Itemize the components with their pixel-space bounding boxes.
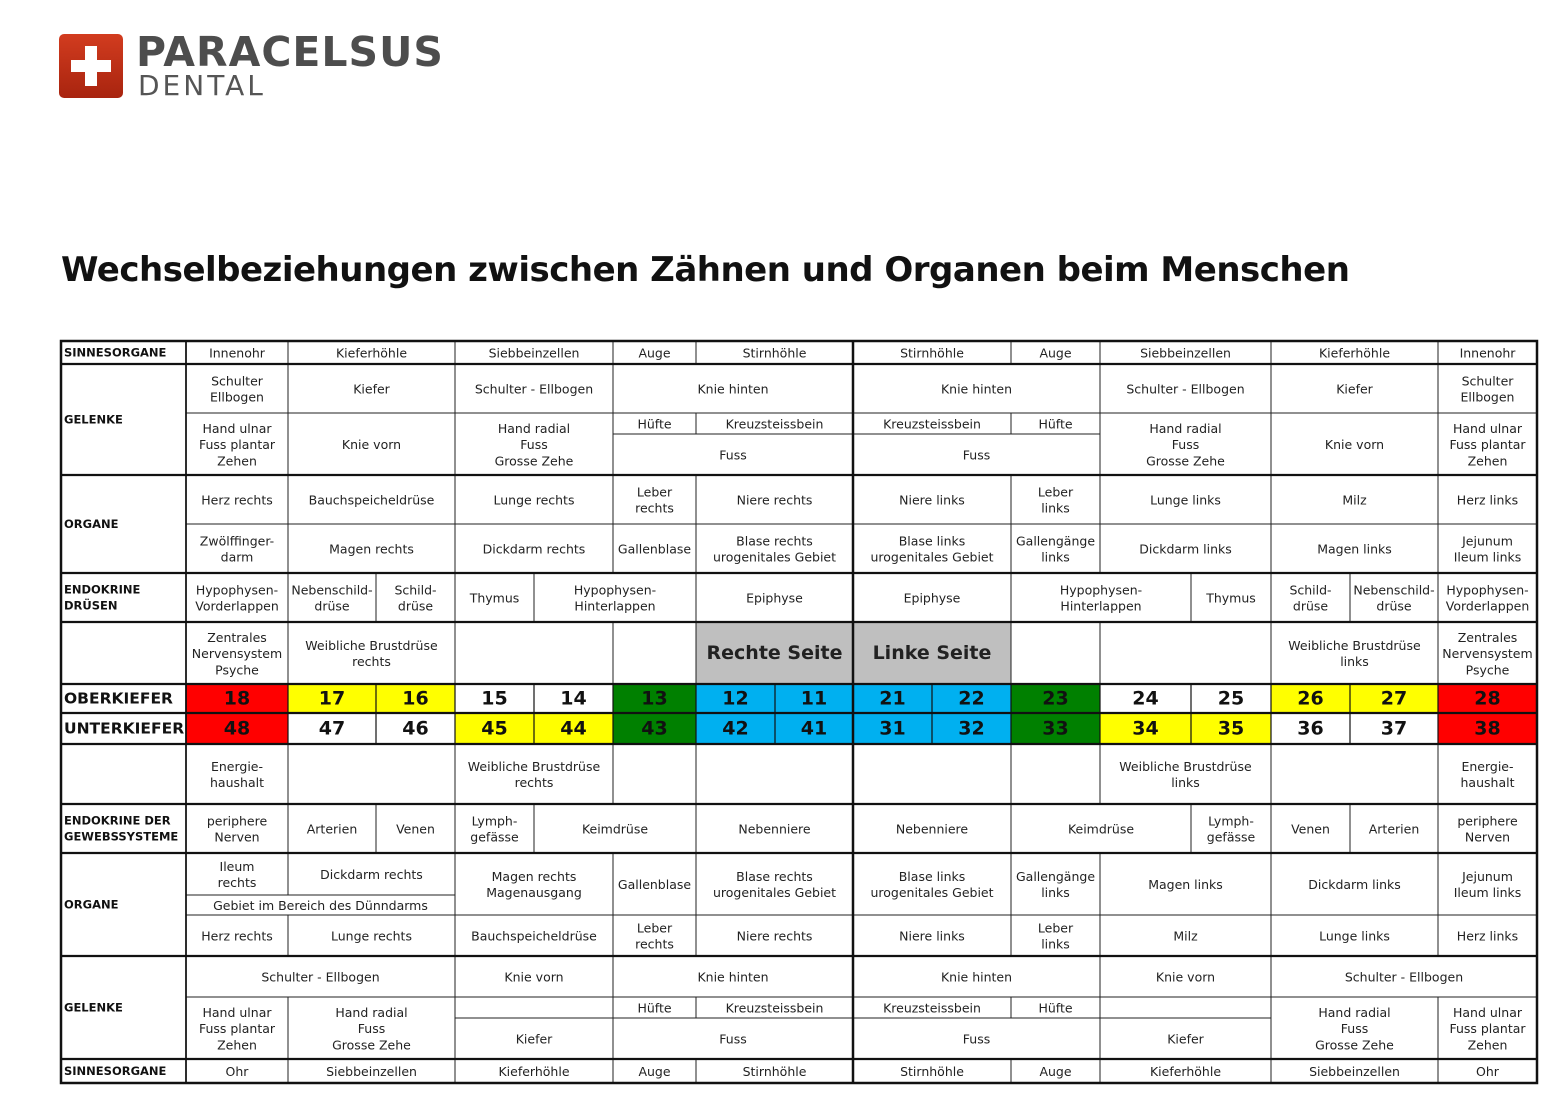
cell-text: Arterien (306, 821, 358, 836)
lower-tooth-number: 31 (879, 717, 906, 740)
upper-tooth-number: 16 (402, 687, 429, 710)
table-cell (1011, 744, 1100, 804)
cell-text: Lymph-gefässe (470, 812, 519, 845)
table-cell (455, 997, 613, 1018)
cell-text: Milz (1173, 928, 1198, 943)
cell-text: Hüfte (637, 416, 672, 431)
cell-text: Siebbeinzellen (1309, 1063, 1400, 1079)
side-label-left: Linke Seite (872, 642, 992, 664)
cell-text: Bauchspeicheldrüse (471, 928, 597, 943)
cell-text: Fuss (962, 447, 991, 462)
cell-text: Lymph-gefässe (1206, 812, 1256, 845)
brand-subtitle: DENTAL (138, 69, 266, 102)
cell-text: Hüfte (1038, 416, 1073, 431)
lower-tooth-number: 47 (318, 717, 346, 740)
upper-tooth-number: 22 (958, 687, 985, 710)
cell-text: Hand radial Fuss Grosse Zehe (1315, 1004, 1394, 1052)
cell-text: Lunge rechts (331, 928, 412, 943)
cell-text: Dickdarm rechts (482, 541, 586, 556)
cell-text: Fuss (962, 1031, 991, 1046)
page-title: Wechselbeziehungen zwischen Zähnen und Organen beim Menschen (61, 250, 1350, 290)
lower-tooth-number: 45 (481, 717, 508, 740)
lower-tooth-number: 38 (1474, 717, 1501, 740)
upper-tooth-number: 21 (879, 687, 906, 710)
lower-tooth-number: 34 (1132, 717, 1159, 740)
cell-text: Knie vorn (1324, 436, 1385, 452)
cell-text: Thymus (469, 590, 520, 605)
cell-text: periphere Nerven (206, 812, 268, 845)
cell-text: Zentrales Nervensystem Psyche (1442, 629, 1533, 677)
cell-text: Arterien (1368, 821, 1420, 836)
cell-text: Milz (1342, 492, 1367, 507)
cell-text: Jejunum Ileum links (1453, 868, 1522, 900)
cell-text: Knie vorn (1155, 969, 1216, 984)
cell-text: Magen links (1317, 541, 1392, 556)
cell-text: Kieferhöhle (1318, 345, 1391, 360)
cell-text: Hand radial Fuss Grosse Zehe (1146, 420, 1225, 468)
table-cell (696, 744, 853, 804)
table-cell (1100, 997, 1271, 1018)
cell-text: Kieferhöhle (1149, 1063, 1222, 1079)
cell-text: Kreuzsteissbein (725, 416, 824, 431)
upper-tooth-number: 11 (800, 687, 828, 710)
cell-text: Knie hinten (697, 381, 769, 396)
cell-text: Thymus (1206, 590, 1256, 605)
cell-text: Energie-haushalt (210, 758, 264, 790)
upper-tooth-number: 13 (641, 687, 668, 710)
cell-text: Auge (1039, 1063, 1072, 1079)
cell-text: Blase links urogenitales Gebiet (870, 532, 994, 565)
cell-text: Weibliche Brustdrüse links (1119, 758, 1252, 790)
cell-text: Knie hinten (940, 381, 1013, 396)
cell-text: Hand ulnar Fuss plantar Zehen (1449, 420, 1526, 468)
cell-text: Leber links (1037, 483, 1074, 516)
cell-text: Ohr (1476, 1063, 1499, 1079)
cell-text: Kiefer (1167, 1031, 1204, 1046)
row-label-gelenke-bottom: GELENKE (64, 1000, 123, 1015)
table-cell (613, 744, 696, 804)
row-label-cell (61, 744, 186, 804)
cell-text: Magen links (1148, 876, 1223, 892)
row-label-oberkiefer: OBERKIEFER (64, 689, 173, 708)
lower-tooth-number: 37 (1380, 717, 1408, 740)
cell-text: Leber rechts (635, 483, 674, 516)
upper-tooth-number: 17 (318, 687, 346, 710)
cell-text: Fuss (719, 447, 747, 462)
cell-text: Herz links (1456, 928, 1519, 943)
cell-text: Dickdarm links (1139, 541, 1232, 556)
cell-text: Lunge rechts (493, 492, 575, 507)
cell-text: Nebenschild-drüse (291, 581, 373, 614)
cell-text: Kreuzsteissbein (883, 1000, 981, 1015)
cell-text: Stirnhöhle (900, 1063, 964, 1079)
upper-tooth-number: 26 (1297, 687, 1324, 710)
upper-tooth-number: 28 (1474, 687, 1501, 710)
table-cell (455, 622, 613, 684)
upper-tooth-number: 27 (1380, 687, 1408, 710)
cell-text: Schulter - Ellbogen (474, 381, 594, 396)
cell-text: Innenohr (1459, 345, 1516, 360)
lower-tooth-number: 43 (641, 717, 668, 740)
cell-text: Ohr (225, 1063, 249, 1079)
cell-text: Keimdrüse (1067, 821, 1135, 836)
table-cell (1011, 622, 1100, 684)
table-cell (288, 744, 455, 804)
upper-tooth-number: 24 (1132, 687, 1159, 710)
cell-text: Zwölffinger-darm (199, 532, 275, 565)
cell-text: Gallengänge links (1015, 868, 1096, 900)
cell-text: Weibliche Brustdrüse rechts (467, 758, 601, 790)
table-cell (1271, 744, 1438, 804)
cell-text: Auge (638, 1063, 671, 1079)
cell-text: Nebenniere (738, 821, 811, 836)
cell-text: Schulter - Ellbogen (1344, 969, 1464, 984)
cell-text: Lunge links (1150, 492, 1221, 507)
cell-text: Venen (396, 821, 435, 836)
cell-text: Blase rechts urogenitales Gebiet (712, 868, 837, 900)
cell-text: Schild-drüse (394, 581, 437, 614)
cell-text: Schild-drüse (1289, 581, 1332, 614)
cell-text: Magen rechts Magenausgang (486, 868, 582, 900)
cell-text: Kreuzsteissbein (725, 1000, 824, 1015)
cell-text: Weibliche Brustdrüse rechts (305, 637, 438, 669)
cell-text: Niere links (899, 492, 965, 507)
brand-name: PARACELSUS (136, 28, 444, 76)
cell-text: Energie-haushalt (1460, 758, 1515, 790)
cell-text: Niere rechts (736, 928, 813, 943)
cell-text: Leber links (1037, 919, 1074, 952)
upper-tooth-number: 12 (722, 687, 749, 710)
side-label-right: Rechte Seite (706, 642, 843, 664)
cell-text: Hypophysen-Vorderlappen (1445, 581, 1530, 614)
cell-text: Schulter - Ellbogen (1126, 381, 1245, 396)
table-cell (1100, 622, 1271, 684)
row-label-cell (61, 622, 186, 684)
lower-tooth-number: 36 (1297, 717, 1324, 740)
cell-text: Siebbeinzellen (1140, 345, 1231, 360)
cell-text: Herz links (1456, 492, 1519, 507)
cell-text: Schulter Ellbogen (1460, 372, 1515, 405)
cell-text: Weibliche Brustdrüse links (1288, 637, 1421, 669)
cell-text: Epiphyse (746, 590, 803, 605)
cell-text: Blase links urogenitales Gebiet (870, 868, 994, 900)
cell-text: Knie hinten (940, 969, 1013, 984)
cell-text: Herz rechts (201, 928, 273, 943)
cell-text: Auge (1039, 345, 1072, 360)
cell-text: Hüfte (1038, 1000, 1073, 1015)
cell-text: Schulter Ellbogen (210, 372, 264, 405)
cell-text: Bauchspeicheldrüse (308, 492, 435, 507)
table-cell (613, 622, 696, 684)
cell-text: Venen (1291, 821, 1330, 836)
cell-text: Kiefer (515, 1031, 553, 1046)
cell-text: Hypophysen-Vorderlappen (195, 581, 279, 614)
cell-text: Fuss (719, 1031, 747, 1046)
lower-tooth-number: 48 (223, 717, 251, 740)
cell-text: Kreuzsteissbein (883, 416, 981, 431)
cell-text: Zentrales Nervensystem Psyche (191, 629, 283, 677)
cell-text: Stirnhöhle (900, 345, 964, 360)
row-label-sinnesorgane-bottom: SINNESORGANE (64, 1064, 167, 1078)
cell-text: Epiphyse (903, 590, 961, 605)
upper-tooth-number: 23 (1042, 687, 1069, 710)
row-label-organe-top: ORGANE (64, 517, 119, 531)
cell-text: Dickdarm links (1308, 876, 1401, 892)
cell-text: Gallenblase (617, 876, 692, 892)
upper-tooth-number: 14 (560, 687, 587, 710)
lower-tooth-number: 35 (1217, 717, 1245, 740)
cell-text: Keimdrüse (581, 821, 649, 836)
row-label-unterkiefer: UNTERKIEFER (64, 719, 185, 738)
cell-text: Stirnhöhle (742, 1063, 807, 1079)
lower-tooth-number: 44 (560, 717, 587, 740)
cell-text: Siebbeinzellen (326, 1063, 417, 1079)
cell-text: Hypophysen-Hinterlappen (1059, 581, 1143, 614)
cell-text: Gallenblase (617, 541, 692, 556)
cell-text: Knie vorn (504, 969, 564, 984)
cell-text: Hypophysen-Hinterlappen (573, 581, 657, 614)
lower-tooth-number: 46 (402, 717, 429, 740)
upper-tooth-number: 15 (481, 687, 508, 710)
cell-text: Niere links (899, 928, 965, 943)
cell-text: Jejunum Ileum links (1453, 532, 1522, 565)
cell-text: Gallengänge links (1015, 532, 1096, 565)
cell-text: Hüfte (637, 1000, 672, 1015)
cell-text: Ileum rechts (217, 858, 257, 890)
upper-tooth-number: 18 (223, 687, 251, 710)
lower-tooth-number: 32 (958, 717, 985, 740)
cell-text: Leber rechts (635, 919, 674, 952)
row-label-gelenke-top: GELENKE (64, 412, 123, 427)
cell-text: Hand radial Fuss Grosse Zehe (494, 420, 574, 468)
lower-tooth-number: 41 (800, 717, 828, 740)
lower-tooth-number: 42 (722, 717, 749, 740)
lower-tooth-number: 33 (1042, 717, 1069, 740)
row-label-endokrine-top: ENDOKRINE DRÜSEN (64, 582, 141, 613)
table-cell (853, 744, 1011, 804)
cell-text: Innenohr (209, 345, 265, 360)
cell-text: periphere Nerven (1457, 812, 1518, 845)
cell-text: Kiefer (1336, 381, 1373, 396)
cell-text: Dickdarm rechts (320, 866, 423, 882)
cell-text: Nebenschild-drüse (1353, 581, 1435, 614)
row-label-sinnesorgane-top: SINNESORGANE (64, 345, 167, 360)
upper-tooth-number: 25 (1217, 687, 1245, 710)
cell-text: Magen rechts (329, 541, 414, 556)
cell-text: Blase rechts urogenitales Gebiet (712, 532, 837, 565)
cell-text: Nebenniere (895, 821, 969, 836)
cell-text: Gebiet im Bereich des Dünndarms (213, 897, 428, 913)
cell-text: Stirnhöhle (742, 345, 807, 360)
cell-text: Kiefer (353, 381, 390, 396)
cell-text: Siebbeinzellen (488, 345, 580, 360)
cell-text: Hand ulnar Fuss plantar Zehen (198, 1004, 276, 1052)
cell-text: Niere rechts (736, 492, 813, 507)
cell-text: Lunge links (1319, 928, 1390, 943)
cell-text: Herz rechts (201, 492, 273, 507)
row-label-endokrine-bottom: ENDOKRINE DER GEWEBSSYSTEME (64, 813, 179, 844)
cell-text: Kieferhöhle (498, 1063, 570, 1079)
cell-text: Auge (638, 345, 671, 360)
cell-text: Schulter - Ellbogen (261, 969, 380, 984)
cell-text: Kieferhöhle (335, 345, 408, 360)
row-label-organe-bottom: ORGANE (64, 897, 119, 912)
cell-text: Knie hinten (697, 969, 769, 984)
cell-text: Hand ulnar Fuss plantar Zehen (198, 420, 276, 468)
cell-text: Hand radial Fuss Grosse Zehe (332, 1004, 411, 1052)
cell-text: Hand ulnar Fuss plantar Zehen (1449, 1004, 1526, 1052)
cell-text: Knie vorn (341, 436, 402, 452)
